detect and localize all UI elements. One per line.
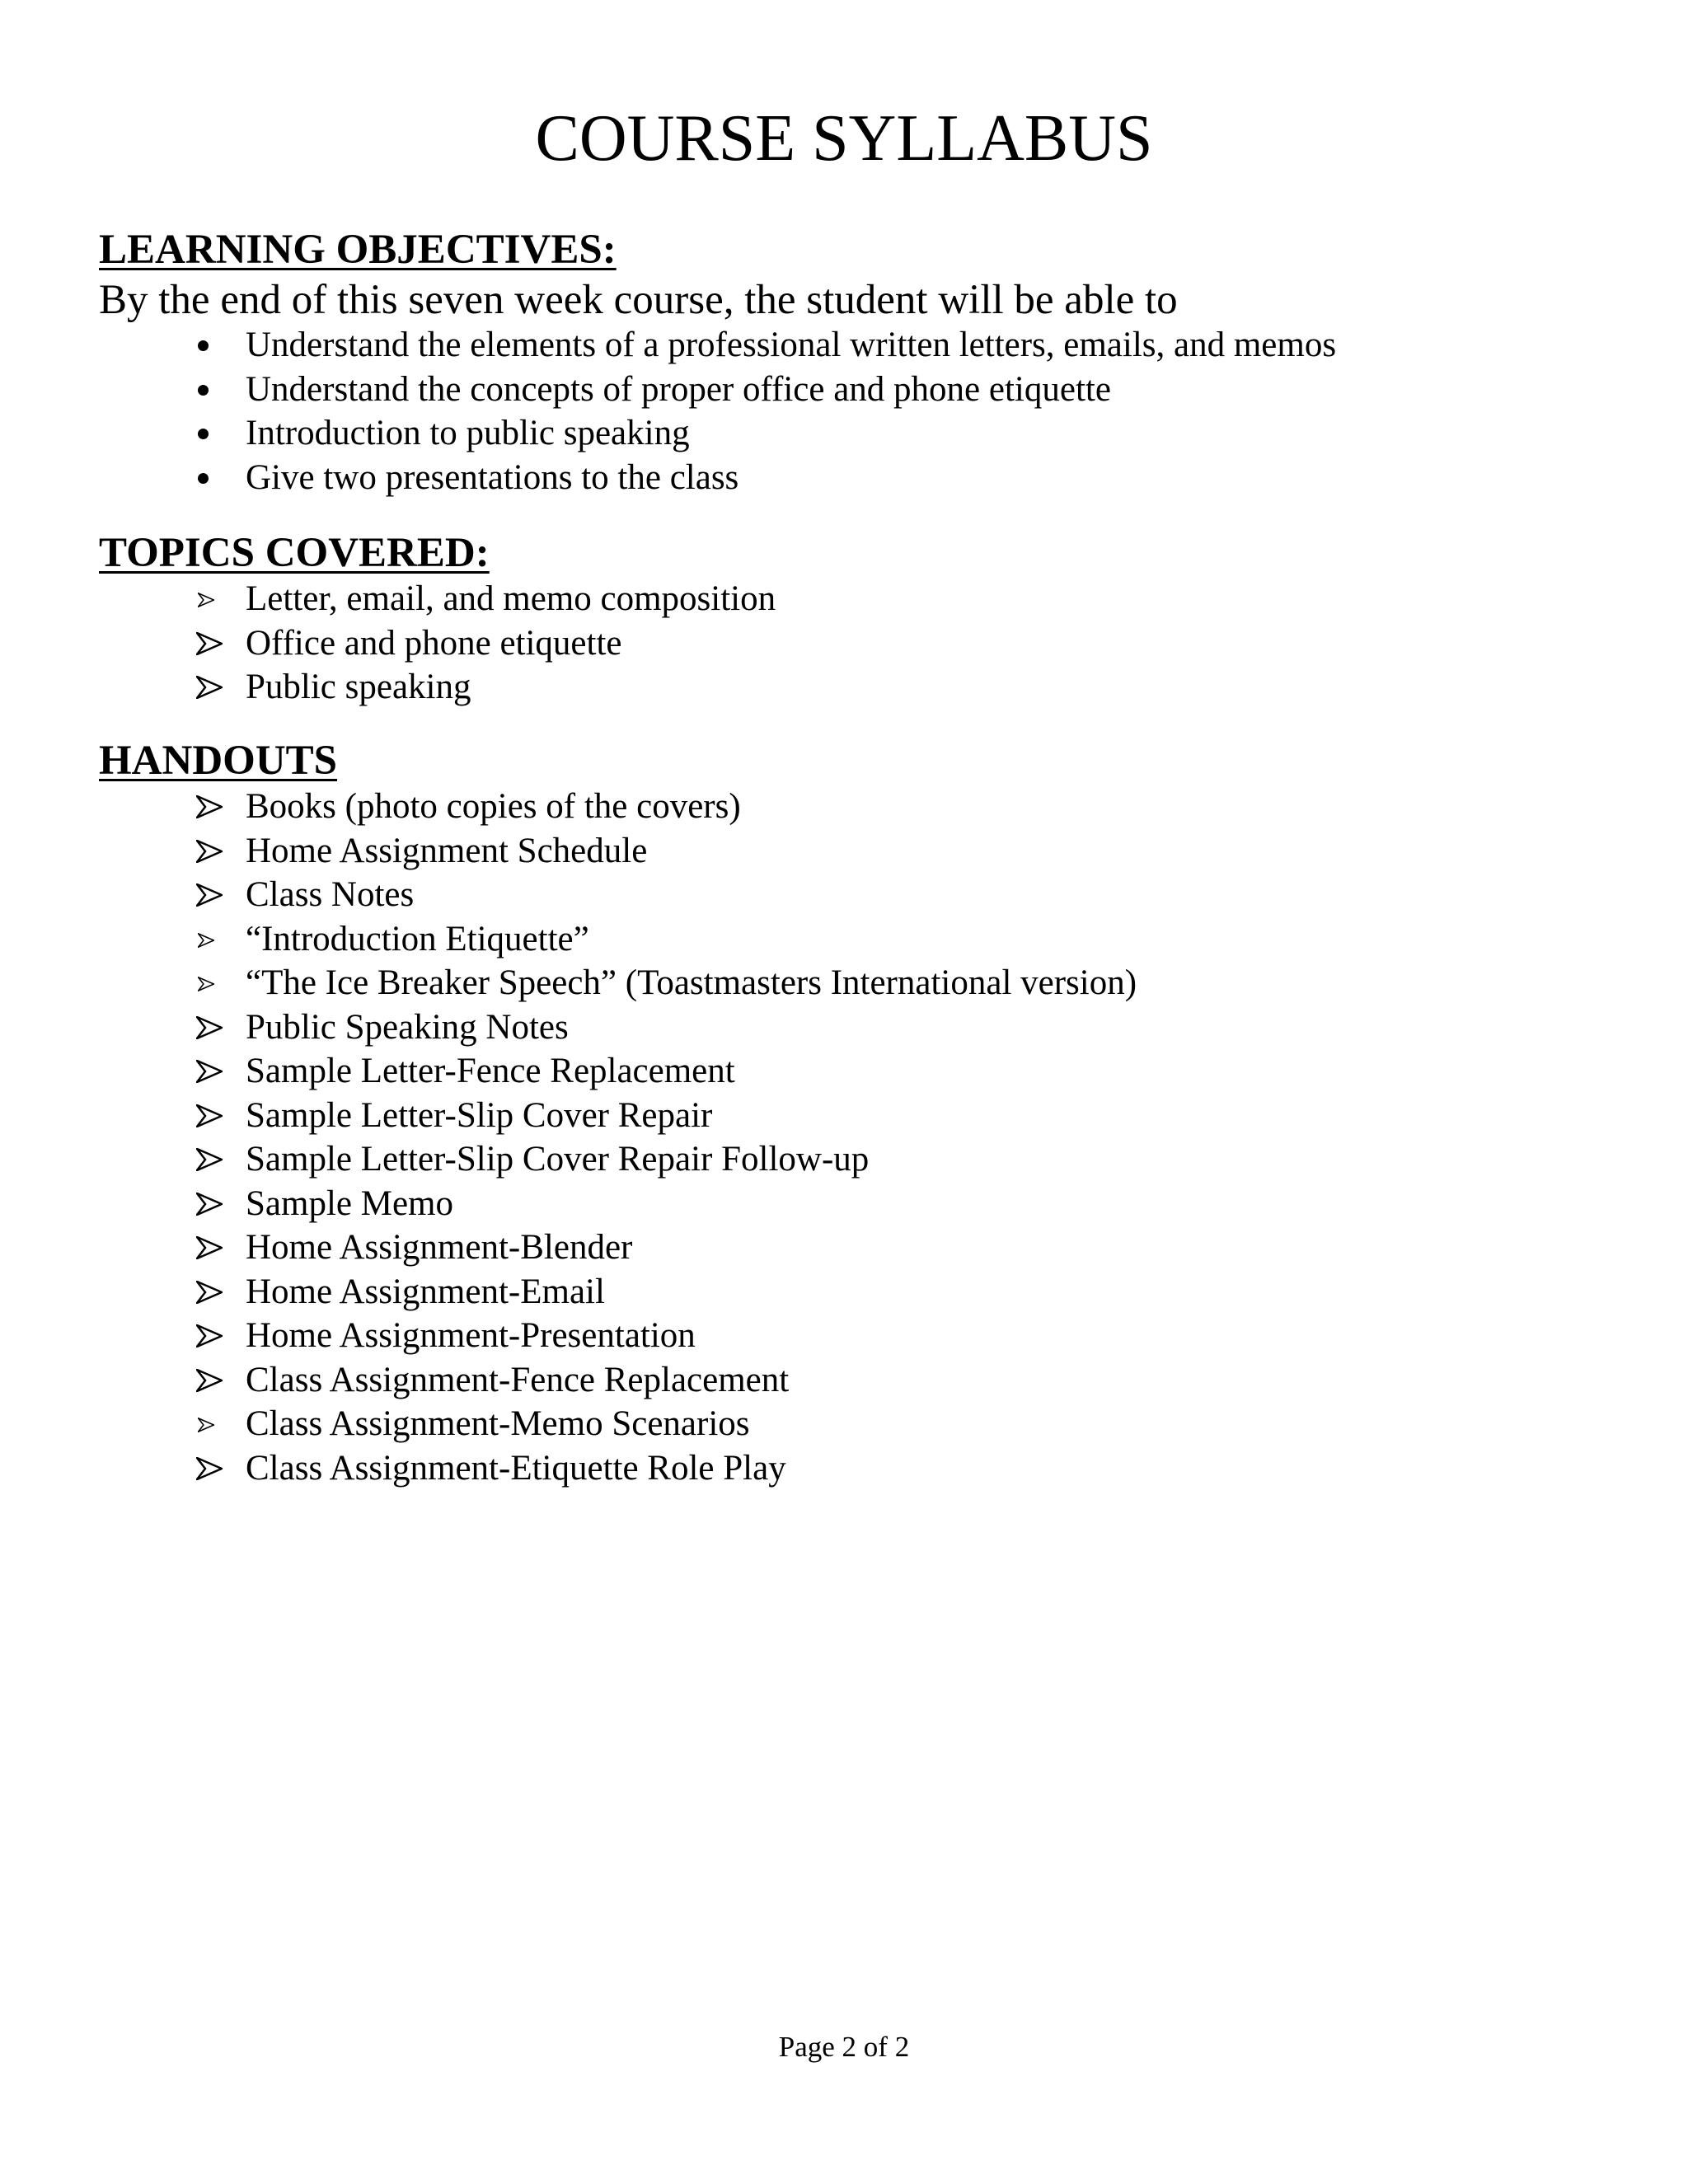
bullet-dot-icon xyxy=(198,340,209,351)
list-item xyxy=(0,1402,1137,1446)
list-item xyxy=(0,1182,1137,1226)
arrow-bullet-icon xyxy=(196,1457,223,1480)
list-item xyxy=(0,785,1137,829)
list-item xyxy=(0,1094,1137,1138)
list-item xyxy=(0,456,1336,500)
list-item xyxy=(0,1270,1137,1315)
arrow-bullet-icon xyxy=(196,1104,223,1127)
arrow-bullet-icon xyxy=(196,1193,223,1216)
list-item xyxy=(0,1005,1137,1050)
list-item-text: Introduction to public speaking xyxy=(246,414,690,452)
list-item xyxy=(0,665,776,710)
list-item-text: Sample Letter-Slip Cover Repair Follow-up xyxy=(246,1140,870,1179)
list-item xyxy=(0,1446,1137,1491)
document-title: COURSE SYLLABUS xyxy=(535,102,1153,175)
arrow-bullet-icon xyxy=(196,883,223,907)
arrow-bullet-icon xyxy=(198,977,214,991)
list-item-text: Class Assignment-Fence Replacement xyxy=(246,1360,790,1399)
list-item xyxy=(0,323,1336,368)
list-item xyxy=(0,411,1336,456)
arrow-bullet-icon xyxy=(196,632,223,655)
arrow-bullet-icon xyxy=(196,1060,223,1083)
list-item-text: Home Assignment-Presentation xyxy=(246,1316,696,1355)
list-item-text: Letter, email, and memo composition xyxy=(246,579,776,618)
list-item-text: Class Notes xyxy=(246,875,415,914)
page-number: Page 2 of 2 xyxy=(778,2031,910,2063)
list-item xyxy=(0,1358,1137,1403)
arrow-bullet-icon xyxy=(196,1016,223,1039)
list-item-text: Give two presentations to the class xyxy=(246,457,739,497)
list-item xyxy=(0,368,1336,412)
list-item xyxy=(0,917,1137,962)
list-item-text: Public speaking xyxy=(246,668,471,706)
list-item xyxy=(0,961,1137,1005)
list-item-text: Public Speaking Notes xyxy=(246,1007,569,1047)
list-item-text: Class Assignment-Etiquette Role Play xyxy=(246,1448,786,1488)
list-item-text: Sample Letter-Slip Cover Repair xyxy=(246,1095,713,1135)
list-item-text: Books (photo copies of the covers) xyxy=(246,787,741,826)
list-item xyxy=(0,829,1137,874)
topics-covered-list xyxy=(0,577,776,710)
list-item xyxy=(0,621,776,666)
handouts-heading: HANDOUTS xyxy=(99,738,338,784)
list-item xyxy=(0,577,776,621)
list-item-text: Sample Memo xyxy=(246,1183,453,1223)
arrow-bullet-icon xyxy=(196,676,223,699)
list-item-text: Home Assignment-Email xyxy=(246,1272,605,1311)
arrow-bullet-icon xyxy=(196,1369,223,1392)
topics-covered-heading: TOPICS COVERED: xyxy=(99,530,490,576)
list-item xyxy=(0,1226,1137,1270)
list-item-text: Class Assignment-Memo Scenarios xyxy=(246,1404,750,1443)
arrow-bullet-icon xyxy=(196,1148,223,1171)
list-item xyxy=(0,1049,1137,1094)
bullet-dot-icon xyxy=(198,429,209,439)
arrow-bullet-icon xyxy=(196,1236,223,1259)
list-item-text: Sample Letter-Fence Replacement xyxy=(246,1052,735,1090)
list-item-text: Home Assignment-Blender xyxy=(246,1228,633,1267)
bullet-dot-icon xyxy=(198,385,209,396)
list-item xyxy=(0,1137,1137,1182)
list-item-text: “Introduction Etiquette” xyxy=(246,919,589,958)
list-item-text: Home Assignment Schedule xyxy=(246,831,648,870)
bullet-dot-icon xyxy=(198,473,209,484)
handouts-list xyxy=(0,785,1137,1490)
arrow-bullet-icon xyxy=(196,1281,223,1304)
list-item-text: Understand the concepts of proper office and phone etiquette xyxy=(246,369,1111,409)
arrow-bullet-icon xyxy=(196,1324,223,1347)
arrow-bullet-icon xyxy=(196,795,223,818)
list-item xyxy=(0,873,1137,917)
arrow-bullet-icon xyxy=(198,933,214,948)
list-item-text: Understand the elements of a professional written letters, emails, and memos xyxy=(246,326,1337,364)
list-item xyxy=(0,1314,1137,1358)
learning-objectives-list xyxy=(0,323,1336,499)
list-item-text: “The Ice Breaker Speech” (Toastmasters International version) xyxy=(246,963,1137,1002)
arrow-bullet-icon xyxy=(196,840,223,863)
list-item-text: Office and phone etiquette xyxy=(246,623,622,663)
arrow-bullet-icon xyxy=(198,1418,214,1432)
learning-objectives-intro: By the end of this seven week course, the student will be able to xyxy=(99,277,1178,323)
arrow-bullet-icon xyxy=(198,593,214,607)
learning-objectives-heading: LEARNING OBJECTIVES: xyxy=(99,227,617,273)
